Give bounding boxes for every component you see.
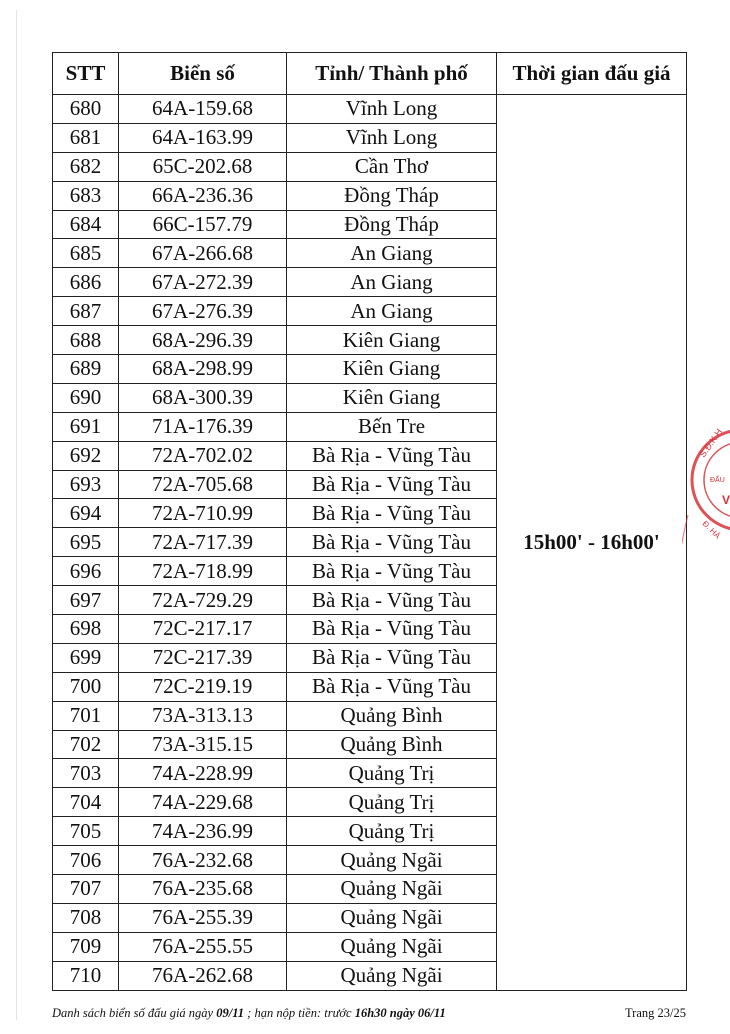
row-stt: 691 (53, 412, 119, 441)
row-province: Quảng Ngãi (287, 875, 497, 904)
footer-date: 09/11 (216, 1006, 245, 1020)
scan-edge-line (16, 10, 17, 1020)
row-province: Đồng Tháp (287, 181, 497, 210)
row-plate: 72A-702.02 (119, 441, 287, 470)
red-seal-stamp (682, 420, 730, 560)
row-plate: 68A-296.39 (119, 326, 287, 355)
stamp-fragment-1: S.Đ.K.H (697, 426, 725, 460)
row-stt: 710 (53, 961, 119, 990)
row-stt: 681 (53, 123, 119, 152)
footer-text-b: ; hạn nộp tiền: trước (244, 1006, 355, 1020)
row-plate: 72A-705.68 (119, 470, 287, 499)
auction-table-container (52, 52, 686, 991)
row-stt: 698 (53, 615, 119, 644)
row-stt: 697 (53, 586, 119, 615)
row-stt: 689 (53, 355, 119, 384)
stamp-fragment-3: V (722, 493, 730, 507)
row-province: Bà Rịa - Vũng Tàu (287, 557, 497, 586)
row-stt: 692 (53, 441, 119, 470)
header-province: Tỉnh/ Thành phố (287, 53, 497, 95)
row-stt: 707 (53, 875, 119, 904)
row-plate: 76A-232.68 (119, 846, 287, 875)
row-stt: 682 (53, 152, 119, 181)
row-province: Bà Rịa - Vũng Tàu (287, 586, 497, 615)
row-plate: 76A-262.68 (119, 961, 287, 990)
row-province: Cần Thơ (287, 152, 497, 181)
row-plate: 64A-159.68 (119, 95, 287, 124)
row-plate: 72C-217.17 (119, 615, 287, 644)
row-plate: 74A-229.68 (119, 788, 287, 817)
row-plate: 67A-272.39 (119, 268, 287, 297)
row-stt: 688 (53, 326, 119, 355)
row-plate: 67A-266.68 (119, 239, 287, 268)
table-header-row (53, 53, 687, 95)
row-plate: 64A-163.99 (119, 123, 287, 152)
row-stt: 705 (53, 817, 119, 846)
row-stt: 690 (53, 383, 119, 412)
row-stt: 699 (53, 643, 119, 672)
row-province: Quảng Trị (287, 759, 497, 788)
row-stt: 708 (53, 903, 119, 932)
footer-text-a: Danh sách biển số đấu giá ngày (52, 1006, 217, 1020)
row-plate: 71A-176.39 (119, 412, 287, 441)
row-province: Bà Rịa - Vũng Tàu (287, 672, 497, 701)
row-plate: 76A-255.55 (119, 932, 287, 961)
license-plate-table (52, 52, 687, 991)
row-stt: 695 (53, 528, 119, 557)
row-province: Quảng Bình (287, 701, 497, 730)
row-stt: 703 (53, 759, 119, 788)
table-row (53, 95, 687, 124)
row-province: An Giang (287, 239, 497, 268)
row-stt: 696 (53, 557, 119, 586)
row-plate: 74A-228.99 (119, 759, 287, 788)
row-plate: 73A-313.13 (119, 701, 287, 730)
row-plate: 74A-236.99 (119, 817, 287, 846)
row-province: Kiên Giang (287, 326, 497, 355)
row-province: An Giang (287, 268, 497, 297)
row-plate: 68A-298.99 (119, 355, 287, 384)
row-province: Bà Rịa - Vũng Tàu (287, 470, 497, 499)
row-province: Quảng Ngãi (287, 932, 497, 961)
row-stt: 685 (53, 239, 119, 268)
row-province: Bà Rịa - Vũng Tàu (287, 643, 497, 672)
header-plate: Biển số (119, 53, 287, 95)
header-stt: STT (53, 53, 119, 95)
table-body (53, 95, 687, 991)
row-stt: 700 (53, 672, 119, 701)
row-stt: 701 (53, 701, 119, 730)
row-plate: 72A-717.39 (119, 528, 287, 557)
row-province: Bà Rịa - Vũng Tàu (287, 528, 497, 557)
row-plate: 65C-202.68 (119, 152, 287, 181)
stamp-fragment-2: ĐẤU (710, 477, 725, 484)
row-stt: 684 (53, 210, 119, 239)
row-stt: 709 (53, 932, 119, 961)
row-province: An Giang (287, 297, 497, 326)
row-province: Vĩnh Long (287, 95, 497, 124)
row-stt: 702 (53, 730, 119, 759)
row-province: Quảng Ngãi (287, 903, 497, 932)
row-stt: 680 (53, 95, 119, 124)
row-province: Quảng Trị (287, 817, 497, 846)
row-plate: 72A-710.99 (119, 499, 287, 528)
row-stt: 706 (53, 846, 119, 875)
row-province: Quảng Ngãi (287, 961, 497, 990)
row-province: Bà Rịa - Vũng Tàu (287, 441, 497, 470)
row-stt: 694 (53, 499, 119, 528)
row-plate: 66C-157.79 (119, 210, 287, 239)
row-plate: 66A-236.36 (119, 181, 287, 210)
row-plate: 72A-729.29 (119, 586, 287, 615)
row-province: Kiên Giang (287, 383, 497, 412)
header-auction-time: Thời gian đấu giá (497, 53, 687, 95)
row-province: Quảng Trị (287, 788, 497, 817)
row-province: Bà Rịa - Vũng Tàu (287, 499, 497, 528)
row-province: Kiên Giang (287, 355, 497, 384)
row-province: Quảng Ngãi (287, 846, 497, 875)
row-province: Bà Rịa - Vũng Tàu (287, 615, 497, 644)
page-number: Trang 23/25 (624, 1006, 686, 1020)
row-stt: 687 (53, 297, 119, 326)
row-stt: 686 (53, 268, 119, 297)
row-plate: 68A-300.39 (119, 383, 287, 412)
row-province: Bến Tre (287, 412, 497, 441)
row-plate: 72C-217.39 (119, 643, 287, 672)
row-province: Vĩnh Long (287, 123, 497, 152)
row-stt: 693 (53, 470, 119, 499)
footer-deadline: 16h30 ngày 06/11 (354, 1006, 446, 1020)
row-plate: 72C-219.19 (119, 672, 287, 701)
row-stt: 683 (53, 181, 119, 210)
row-plate: 73A-315.15 (119, 730, 287, 759)
stamp-fragment-4: Đ. HÀ (700, 519, 723, 541)
row-plate: 76A-235.68 (119, 875, 287, 904)
auction-time-cell: 15h00' - 16h00' (497, 95, 687, 991)
row-stt: 704 (53, 788, 119, 817)
row-province: Đồng Tháp (287, 210, 497, 239)
row-province: Quảng Bình (287, 730, 497, 759)
row-plate: 67A-276.39 (119, 297, 287, 326)
row-plate: 76A-255.39 (119, 903, 287, 932)
row-plate: 72A-718.99 (119, 557, 287, 586)
page-footer (52, 1006, 686, 1021)
